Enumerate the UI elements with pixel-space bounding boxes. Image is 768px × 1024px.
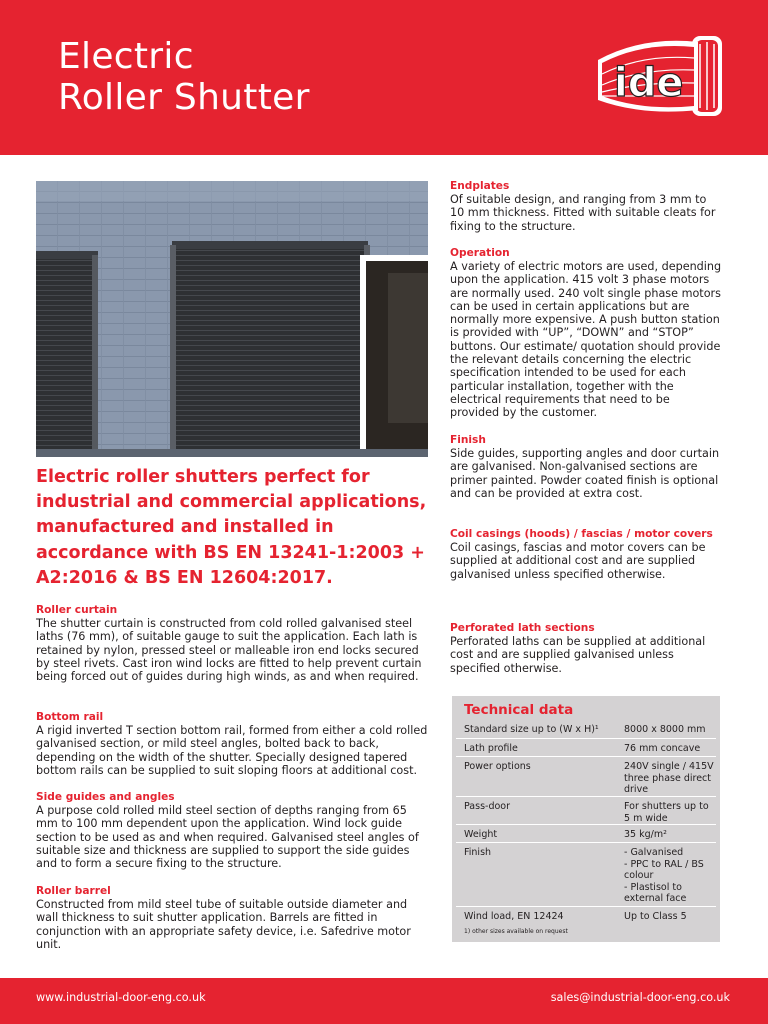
section-roller-barrel — [36, 885, 432, 951]
ide-logo — [592, 30, 726, 126]
email-link[interactable]: sales@industrial-door-eng.co.uk — [550, 991, 730, 1004]
section-body: A variety of electric motors are used, depending upon the application. 415 volt 3 phase motors are normally used. 240 volt single phase motors can be used in certain applications but are normally more expensive. A push button station is provided with “UP”, “DOWN” and “STOP” buttons. Our estimate/ quotation should provide the relevant details concerning the electric specification intended to be used for each particular installation, together with the electrical requirements that need to be provided by the customer. — [450, 260, 722, 420]
row-value: 8000 x 8000 mm — [624, 724, 706, 735]
section-body: A rigid inverted T section bottom rail, formed from either a cold rolled galvanised section, or mild steel angles, bolted back to back, depending on the width of the shutter. Specially designed tapered bottom rails can be supplied to suit sloping floors at additional cost. — [36, 724, 428, 777]
section-coil-casings — [450, 528, 722, 581]
row-value: 76 mm concave — [624, 743, 701, 754]
row-value: - Galvanised - PPC to RAL / BS colour - Plastisol to external face — [624, 847, 704, 904]
technical-data-table — [452, 696, 720, 942]
section-roller-curtain — [36, 604, 432, 683]
title-line-1: Electric — [58, 36, 194, 77]
section-perforated-laths — [450, 622, 722, 675]
row-label: Lath profile — [464, 743, 518, 754]
row-label: Pass-door — [464, 801, 511, 812]
row-label: Power options — [464, 761, 531, 772]
row-value: Up to Class 5 — [624, 911, 687, 922]
technical-data-title: Technical data — [464, 702, 574, 718]
section-heading: Operation — [450, 247, 510, 259]
section-body: Constructed from mild steel tube of suitable outside diameter and wall thickness to suit shutter application. Barrels are fitted in conjunction with an appropriate safety device, i.e. Safedrive motor unit. — [36, 898, 411, 951]
header-banner — [0, 0, 768, 155]
table-footnote: 1) other sizes available on request — [464, 928, 568, 935]
table-row — [456, 825, 716, 843]
footer-banner — [0, 978, 768, 1024]
section-heading: Coil casings (hoods) / fascias / motor covers — [450, 528, 713, 540]
section-body: Side guides, supporting angles and door curtain are galvanised. Non-galvanised sections are primer painted. Powder coated finish is optional and can be provided at extra cost. — [450, 447, 720, 500]
title-line-2: Roller Shutter — [58, 77, 310, 118]
section-body: The shutter curtain is constructed from cold rolled galvanised steel laths (76 mm), of suitable gauge to suit the application. Each lath is retained by nylon, pressed steel or malleable iron end locks secured by steel rivets. Cast iron wind locks are fitted to help prevent curtain being forced out of guides during high winds, as and when required. — [36, 617, 422, 684]
row-label: Standard size up to (W x H)¹ — [464, 724, 599, 735]
section-side-guides — [36, 791, 432, 870]
row-label: Weight — [464, 829, 498, 840]
section-body: A purpose cold rolled mild steel section of depths ranging from 65 mm to 100 mm dependent upon the application. Wind lock guide section to be used as and when required. Galvanised steel angles of suitable size and thickness are supplied to support the side guides and to form a secure fixing to the structure. — [36, 804, 419, 871]
row-label: Wind load, EN 12424 — [464, 911, 564, 922]
table-row — [456, 757, 716, 797]
section-heading: Perforated lath sections — [450, 622, 595, 634]
section-heading: Roller barrel — [36, 885, 111, 897]
table-row — [456, 720, 716, 739]
table-row — [456, 843, 716, 907]
row-value: 35 kg/m² — [624, 829, 667, 840]
website-link[interactable]: www.industrial-door-eng.co.uk — [36, 991, 206, 1004]
section-finish — [450, 434, 722, 500]
table-row — [456, 907, 716, 926]
page-title — [58, 36, 310, 118]
section-heading: Side guides and angles — [36, 791, 175, 803]
section-bottom-rail — [36, 711, 432, 777]
logo-lettering: ide — [614, 60, 684, 106]
section-heading: Bottom rail — [36, 711, 104, 723]
table-row — [456, 797, 716, 825]
row-label: Finish — [464, 847, 492, 858]
table-row — [456, 739, 716, 757]
section-operation — [450, 247, 722, 420]
building-photo — [36, 181, 428, 457]
section-heading: Endplates — [450, 180, 510, 192]
section-endplates — [450, 180, 722, 233]
section-body: Perforated laths can be supplied at additional cost and are supplied galvanised unless specified otherwise. — [450, 635, 706, 675]
section-heading: Roller curtain — [36, 604, 118, 616]
row-value: 240V single / 415V three phase direct drive — [624, 761, 714, 795]
section-heading: Finish — [450, 434, 486, 446]
section-body: Of suitable design, and ranging from 3 mm to 10 mm thickness. Fitted with suitable cleats for fixing to the structure. — [450, 193, 716, 233]
lead-statement: Electric roller shutters perfect for industrial and commercial applications, manufactured and installed in accordance with BS EN 13241-1:2003 + A2:2016 & BS EN 12604:2017. — [36, 467, 427, 588]
row-value: For shutters up to 5 m wide — [624, 801, 709, 824]
section-body: Coil casings, fascias and motor covers can be supplied at additional cost and are supplied galvanised unless specified otherwise. — [450, 541, 706, 581]
